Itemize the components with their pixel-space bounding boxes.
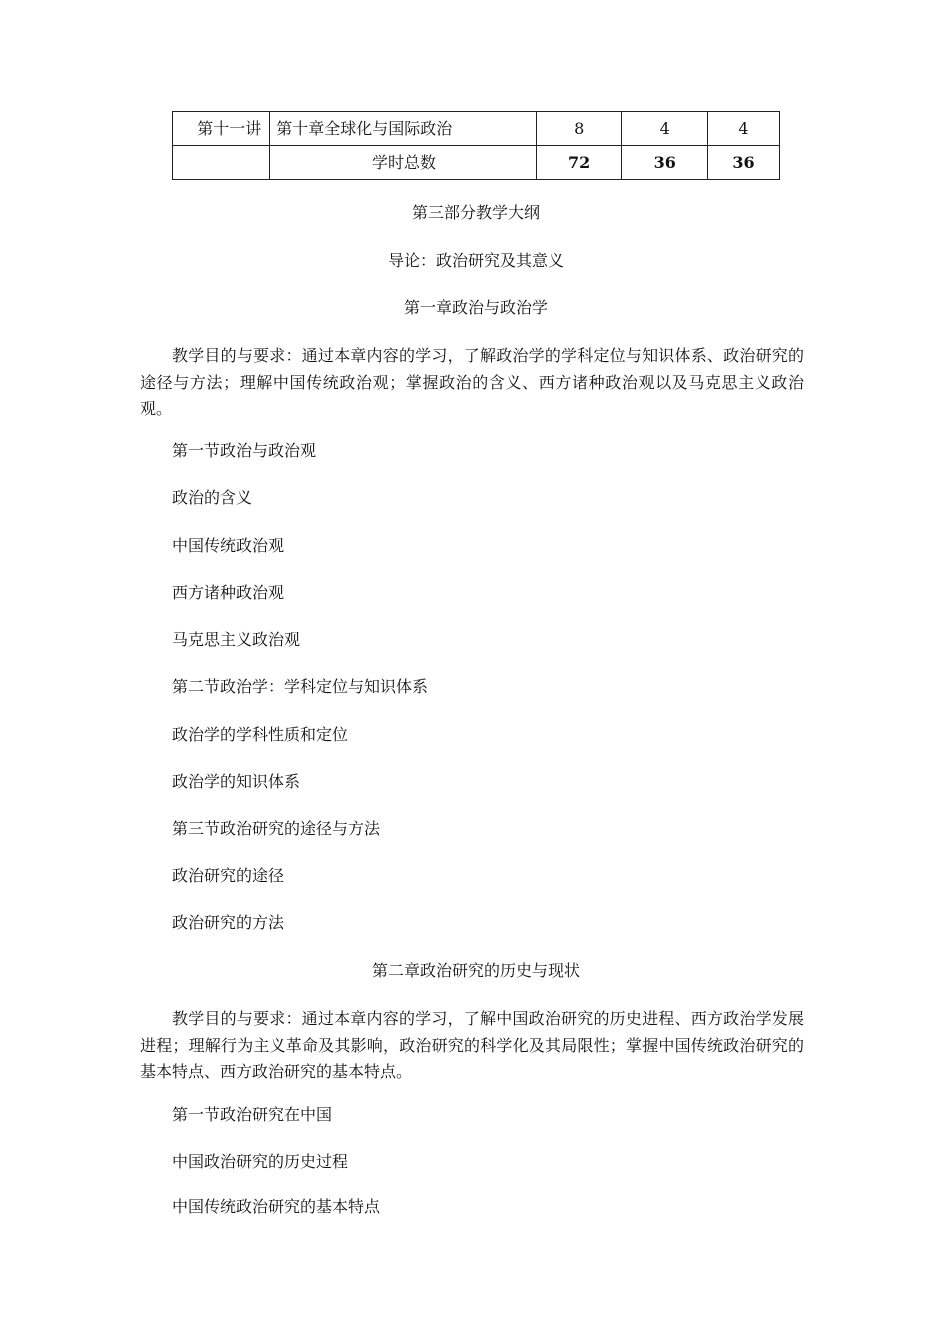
list-item: 中国传统政治研究的基本特点 [172,1197,381,1216]
chapter1-objectives: 教学目的与要求：通过本章内容的学习，了解政治学的学科定位与知识体系、政治研究的途径与方法；理解中国传统政治观；掌握政治的含义、西方诸种政治观以及马克思主义政治观。 [140,346,804,418]
list-item: 政治的含义 [172,488,253,507]
list-item: 中国政治研究的历史过程 [172,1152,349,1171]
list-item: 政治研究的方法 [172,913,285,932]
list-item: 西方诸种政治观 [172,583,285,602]
list-item: 第一节政治与政治观 [172,441,317,460]
table-row [173,112,780,146]
intro-heading: 导论：政治研究及其意义 [387,251,564,270]
theory-hours-cell: 4 [622,112,708,146]
practice-hours-cell: 4 [708,112,780,146]
practice-hours-sum-cell: 36 [708,146,780,180]
chapter1-heading: 第一章政治与政治学 [403,298,548,317]
list-item: 马克思主义政治观 [172,630,301,649]
chapter2-heading: 第二章政治研究的历史与现状 [371,961,580,980]
list-item: 政治研究的途径 [172,866,285,885]
list-item: 第三节政治研究的途径与方法 [172,819,381,838]
part3-heading: 第三部分教学大纲 [411,203,540,222]
total-hours-sum-cell: 72 [536,146,622,180]
lecture-cell [173,146,270,180]
list-item: 政治学的知识体系 [172,772,301,791]
list-item: 第二节政治学：学科定位与知识体系 [172,677,429,696]
total-hours-cell: 8 [536,112,622,146]
chapter-cell: 第十章全球化与国际政治 [270,112,537,146]
table-row-total [173,146,780,180]
list-item: 中国传统政治观 [172,536,285,555]
lecture-cell: 第十一讲 [173,112,270,146]
list-item: 政治学的学科性质和定位 [172,725,349,744]
course-hours-table [172,111,780,180]
list-item: 第一节政治研究在中国 [172,1105,333,1124]
theory-hours-sum-cell: 36 [622,146,708,180]
total-label-cell: 学时总数 [270,146,537,180]
chapter2-objectives: 教学目的与要求：通过本章内容的学习，了解中国政治研究的历史进程、西方政治学发展进程；理解行为主义革命及其影响，政治研究的科学化及其局限性；掌握中国传统政治研究的基本特点、西方政治研究的基本特点。 [140,1009,804,1081]
